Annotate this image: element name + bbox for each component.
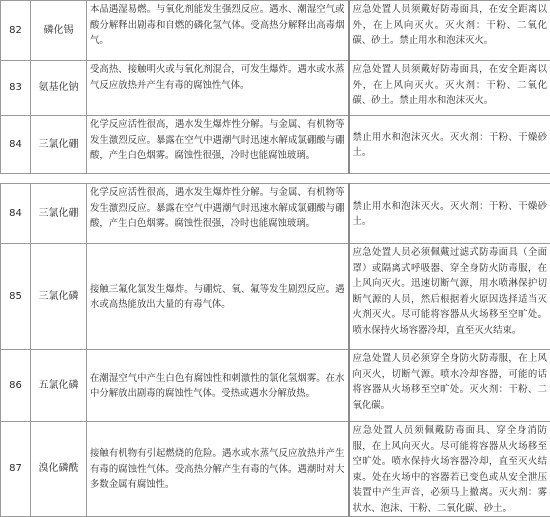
- table-row: [1, 116, 550, 174]
- chemical-name: 三氯化磷: [31, 244, 87, 350]
- page-break: [0, 175, 550, 183]
- firefighting-measures: [349, 350, 550, 422]
- hazard-text: 接触有机物有引起燃烧的危险。遇水或水蒸气反应放热并产生有毒的腐蚀性气体。受高热分解产生有毒的气体。遇潮时对大多数金属有腐蚀性。: [90, 446, 345, 493]
- measures-text: 应急处置人员须戴好防毒面具，在安全距离以外，在上风向灭火。灭火剂：干粉、二氧化碳、砂土。禁止用水和泡沫灭火。: [353, 2, 548, 49]
- hazard-text: 化学反应活性很高，遇水发生爆炸性分解。与金属、有机物等发生激烈反应。暴露在空气中遇潮气时迅速水解成氯硼酸与硼酸，产生白色烟雾。腐蚀性很强，冷时也能腐蚀玻璃。: [90, 185, 345, 232]
- chemical-name: 五氯化磷: [31, 350, 87, 422]
- row-number: 86: [1, 350, 31, 422]
- chemical-name: 三氯化硼: [31, 184, 87, 244]
- hazard-description: [87, 184, 349, 244]
- chemical-name: 磷化锡: [31, 1, 87, 61]
- hazard-description: [87, 1, 349, 61]
- row-number: 84: [1, 184, 31, 244]
- hazard-text: 受高热、接触明火或与氧化剂混合，可发生爆炸。遇水或水蒸气反应放热并产生有毒的腐蚀性气体。: [90, 62, 345, 93]
- measures-text: 禁止用水和泡沫灭火。灭火剂：干粉、干燥砂土。: [353, 199, 548, 230]
- hazard-description: [87, 422, 349, 517]
- firefighting-measures: [349, 422, 550, 517]
- hazard-description: [87, 116, 349, 174]
- row-number: 87: [1, 422, 31, 517]
- table-row: [1, 61, 550, 116]
- firefighting-measures: [349, 61, 550, 116]
- table-row: [1, 350, 550, 422]
- table-row: [1, 422, 550, 517]
- chemical-name: 溴化磷酰: [31, 422, 87, 517]
- table-row: [1, 244, 550, 350]
- hazard-text: 在潮湿空气中产生白色有腐蚀性和刺激性的氯化氢烟雾。在水中分解放出剧毒的腐蚀性气体。受热或遇水分解放热。: [90, 371, 345, 402]
- hazard-text: 接触三氟化氯发生爆炸。与硼烷、氧、氟等发生剧烈反应。遇水或高热能放出大量的有毒气体。: [90, 282, 345, 313]
- row-number: 85: [1, 244, 31, 350]
- hazard-description: [87, 350, 349, 422]
- firefighting-measures: [349, 244, 550, 350]
- chemical-name: 三氯化硼: [31, 116, 87, 174]
- firefighting-measures: [349, 116, 550, 174]
- measures-text: 应急处置人员须戴好防毒面具，在安全距离以外，在上风向灭火。灭火剂：干粉、二氧化碳、砂土。禁止用水和泡沫灭火。: [353, 62, 548, 109]
- measures-text: 应急处置人员须佩戴防毒面具、穿全身消防服，在上风向灭火。尽可能将容器从火场移至空旷处。喷水保持火场容器冷却，直至灭火结束。处在火场中的容器若已变色或从安全泄压装置中产生声音，必须马上撤离。灭火剂：雾状水、泡沫、干粉、二氧化碳、砂土。: [353, 423, 548, 516]
- row-number: 83: [1, 61, 31, 116]
- row-number: 84: [1, 116, 31, 174]
- hazard-description: [87, 244, 349, 350]
- hazard-text: 化学反应活性很高，遇水发生爆炸性分解。与金属、有机物等发生激烈反应。暴露在空气中遇潮气时迅速水解成氯硼酸与硼酸，产生白色烟雾。腐蚀性很强，冷时也能腐蚀玻璃。: [90, 117, 345, 164]
- measures-text: 应急处置人员必须佩戴过滤式防毒面具（全面罩）或隔离式呼吸器、穿全身防火防毒服，在上风向灭火。迅速切断气源，用水喷淋保护切断气源的人员，然后根据着火原因选择适当灭火剂灭火。尽可能将容器从火场移至空旷处。喷水保持火场容器冷却，直至灭火结束。: [353, 245, 548, 338]
- measures-text: 禁止用水和泡沫灭火。灭火剂：干粉、干燥砂土。: [353, 130, 548, 161]
- table-row: [1, 1, 550, 61]
- row-number: 82: [1, 1, 31, 61]
- measures-text: 应急处置人员必须穿全身防火防毒服，在上风向灭火，切断气源。喷水冷却容器，可能的话将容器从火场移至空旷处。灭火剂：干粉、二氧化碳。: [353, 351, 548, 413]
- hazard-text: 本品遇湿易燃。与氧化剂能发生强烈反应。遇水、潮湿空气或酸分解释出剧毒和自燃的磷化氢气体。受高热分解释出高毒烟气。: [90, 2, 345, 49]
- chemical-name: 氨基化钠: [31, 61, 87, 116]
- firefighting-measures: [349, 184, 550, 244]
- hazard-description: [87, 61, 349, 116]
- hazard-table-top: [0, 0, 550, 174]
- hazard-table-bottom: [0, 183, 550, 517]
- table-row: [1, 184, 550, 244]
- firefighting-measures: [349, 1, 550, 61]
